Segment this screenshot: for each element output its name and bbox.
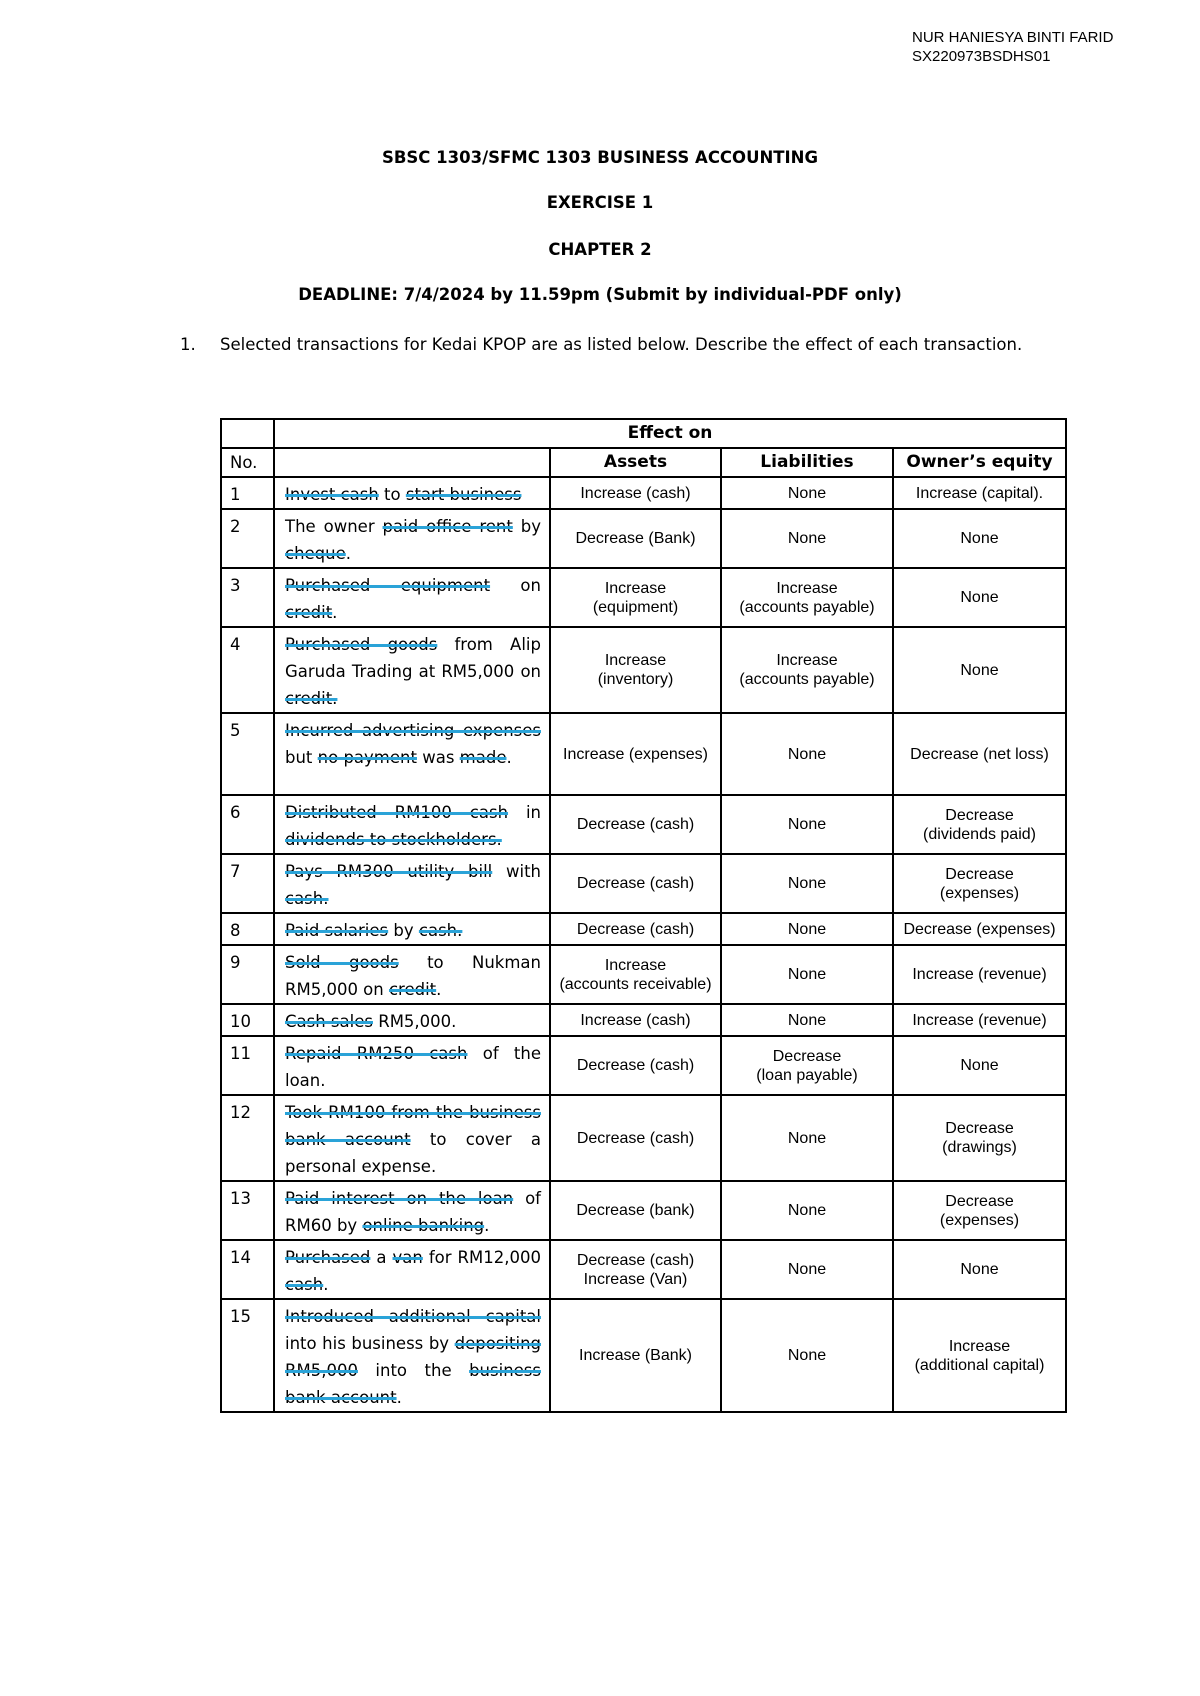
table-row — [221, 913, 1066, 945]
description-text: . — [436, 980, 442, 999]
assets-effect: Decrease (cash) Increase (Van) — [550, 1240, 721, 1299]
liabilities-effect: None — [721, 945, 893, 1004]
struck-text: Cash sales — [285, 1012, 373, 1031]
description-text: . — [396, 1388, 402, 1407]
description-text: . — [323, 1275, 329, 1294]
equity-effect: None — [893, 568, 1066, 627]
struck-text: Incurred advertising expenses — [285, 721, 541, 740]
struck-text: van — [392, 1248, 423, 1267]
struck-text: cash. — [285, 889, 329, 908]
student-id: SX220973BSDHS01 — [912, 48, 1051, 65]
assets-effect: Decrease (cash) — [550, 913, 721, 945]
transaction-description — [274, 1240, 550, 1299]
liabilities-effect: None — [721, 913, 893, 945]
transaction-description — [274, 509, 550, 568]
description-text: with — [492, 862, 541, 881]
table-row — [221, 1299, 1066, 1412]
struck-text: cheque — [285, 544, 346, 563]
row-number: 12 — [221, 1095, 274, 1181]
liabilities-effect: None — [721, 1181, 893, 1240]
assets-effect: Decrease (bank) — [550, 1181, 721, 1240]
struck-text: start business — [405, 485, 522, 504]
equity-effect: Increase (capital). — [893, 477, 1066, 509]
struck-text: paid office rent — [382, 517, 513, 536]
student-info — [912, 28, 1113, 66]
transaction-description — [274, 627, 550, 713]
equity-effect: None — [893, 627, 1066, 713]
description-text: to — [378, 485, 406, 504]
transaction-description — [274, 945, 550, 1004]
transaction-effects-table — [220, 418, 1067, 1413]
description-text: by — [388, 921, 419, 940]
liabilities-effect: None — [721, 713, 893, 795]
liabilities-effect: None — [721, 1240, 893, 1299]
row-number: 2 — [221, 509, 274, 568]
row-number: 10 — [221, 1004, 274, 1036]
struck-text: Repaid RM250 cash — [285, 1044, 468, 1063]
table-row — [221, 945, 1066, 1004]
struck-text: business bank account — [285, 1361, 541, 1407]
equity-effect: None — [893, 509, 1066, 568]
transaction-description — [274, 913, 550, 945]
struck-text: Purchased equipment — [285, 576, 491, 595]
liabilities-effect: None — [721, 1004, 893, 1036]
struck-text: Purchased — [285, 1248, 371, 1267]
equity-effect: None — [893, 1036, 1066, 1095]
assets-effect: Increase (cash) — [550, 1004, 721, 1036]
table-row — [221, 627, 1066, 713]
description-text: to cover a personal expense. — [285, 1130, 542, 1176]
description-text: but — [285, 748, 318, 767]
description-text: was — [416, 748, 460, 767]
struck-text: online banking — [362, 1216, 485, 1235]
question-number: 1. — [180, 335, 196, 354]
liabilities-effect: Increase (accounts payable) — [721, 568, 893, 627]
course-title: SBSC 1303/SFMC 1303 BUSINESS ACCOUNTING — [381, 148, 819, 167]
row-number: 11 — [221, 1036, 274, 1095]
transaction-description — [274, 568, 550, 627]
header-blank-no — [221, 419, 274, 448]
assets-effect: Decrease (cash) — [550, 1036, 721, 1095]
transaction-description — [274, 795, 550, 854]
row-number: 1 — [221, 477, 274, 509]
liabilities-effect: None — [721, 795, 893, 854]
assets-effect: Increase (accounts receivable) — [550, 945, 721, 1004]
row-number: 7 — [221, 854, 274, 913]
liabilities-effect: Increase (accounts payable) — [721, 627, 893, 713]
assets-effect: Increase (expenses) — [550, 713, 721, 795]
header-equity: Owner’s equity — [893, 448, 1066, 477]
struck-text: dividends to stockholders. — [285, 830, 502, 849]
struck-text: no payment — [317, 748, 417, 767]
equity-effect: Decrease (expenses) — [893, 1181, 1066, 1240]
assets-effect: Decrease (cash) — [550, 854, 721, 913]
assets-effect: Decrease (cash) — [550, 795, 721, 854]
struck-text: credit. — [285, 689, 338, 708]
struck-text: Pays RM300 utility bill — [285, 862, 493, 881]
description-text: on — [490, 576, 541, 595]
row-number: 15 — [221, 1299, 274, 1412]
liabilities-effect: None — [721, 477, 893, 509]
transaction-description — [274, 1299, 550, 1412]
question-1 — [180, 330, 1060, 359]
liabilities-effect: None — [721, 509, 893, 568]
equity-effect: Decrease (dividends paid) — [893, 795, 1066, 854]
row-number: 4 — [221, 627, 274, 713]
header-liabilities: Liabilities — [721, 448, 893, 477]
description-text: . — [345, 544, 352, 563]
table-row — [221, 568, 1066, 627]
equity-effect: None — [893, 1240, 1066, 1299]
transaction-description — [274, 854, 550, 913]
table-row — [221, 1240, 1066, 1299]
struck-text: cash. — [418, 921, 463, 940]
liabilities-effect: None — [721, 1299, 893, 1412]
header-effect-on: Effect on — [274, 419, 1066, 448]
table-row — [221, 854, 1066, 913]
struck-text: made — [459, 748, 507, 767]
description-text: RM5,000. — [372, 1012, 457, 1031]
description-text: by — [512, 517, 541, 536]
description-text: from Alip Garuda Trading at RM5,000 on — [285, 635, 541, 681]
description-text: into his business by — [285, 1334, 455, 1353]
table-row — [221, 713, 1066, 795]
assets-effect: Increase (cash) — [550, 477, 721, 509]
equity-effect: Decrease (net loss) — [893, 713, 1066, 795]
transaction-description — [274, 713, 550, 795]
transaction-description — [274, 1095, 550, 1181]
table-row — [221, 1181, 1066, 1240]
table-row — [221, 1095, 1066, 1181]
struck-text: Sold goods — [285, 953, 399, 972]
chapter-title: CHAPTER 2 — [548, 240, 652, 259]
description-text: . — [332, 603, 338, 622]
description-text: a — [370, 1248, 393, 1267]
description-text: for RM12,000 — [422, 1248, 541, 1267]
assets-effect: Increase (inventory) — [550, 627, 721, 713]
assets-effect: Increase (equipment) — [550, 568, 721, 627]
liabilities-effect: None — [721, 854, 893, 913]
description-text: to Nukman RM5,000 on — [285, 953, 541, 999]
student-name: NUR HANIESYA BINTI FARID — [912, 29, 1114, 46]
struck-text: Purchased goods — [285, 635, 438, 654]
transaction-description — [274, 1036, 550, 1095]
header-no: No. — [221, 448, 274, 477]
liabilities-effect: Decrease (loan payable) — [721, 1036, 893, 1095]
row-number: 3 — [221, 568, 274, 627]
assets-effect: Decrease (Bank) — [550, 509, 721, 568]
struck-text: Paid interest on the loan — [285, 1189, 514, 1208]
description-text: The owner — [285, 517, 383, 536]
header-row-top — [221, 419, 1066, 448]
equity-effect: Decrease (drawings) — [893, 1095, 1066, 1181]
description-text: of RM60 by — [285, 1189, 541, 1235]
description-text: . — [506, 748, 512, 767]
transaction-description — [274, 477, 550, 509]
question-text: Selected transactions for Kedai KPOP are as listed below. Describe the effect of each transaction. — [220, 335, 1023, 354]
struck-text: cash — [285, 1275, 324, 1294]
row-number: 5 — [221, 713, 274, 795]
assets-effect: Decrease (cash) — [550, 1095, 721, 1181]
row-number: 13 — [221, 1181, 274, 1240]
description-text: in — [508, 803, 541, 822]
description-text: . — [484, 1216, 490, 1235]
equity-effect: Increase (revenue) — [893, 945, 1066, 1004]
row-number: 8 — [221, 913, 274, 945]
table-row — [221, 1036, 1066, 1095]
struck-text: Paid salaries — [285, 921, 389, 940]
struck-text: Took RM100 from the business bank account — [285, 1103, 541, 1149]
header-blank-desc — [274, 448, 550, 477]
description-text: into the — [357, 1361, 470, 1380]
transaction-description — [274, 1181, 550, 1240]
table-row — [221, 477, 1066, 509]
table-row — [221, 509, 1066, 568]
equity-effect: Decrease (expenses) — [893, 854, 1066, 913]
deadline: DEADLINE: 7/4/2024 by 11.59pm (Submit by individual-PDF only) — [298, 285, 902, 304]
row-number: 6 — [221, 795, 274, 854]
table-row — [221, 1004, 1066, 1036]
struck-text: credit — [388, 980, 437, 999]
table-row — [221, 795, 1066, 854]
liabilities-effect: None — [721, 1095, 893, 1181]
exercise-title: EXERCISE 1 — [546, 193, 654, 212]
struck-text: Invest cash — [285, 485, 379, 504]
equity-effect: Increase (additional capital) — [893, 1299, 1066, 1412]
row-number: 9 — [221, 945, 274, 1004]
assets-effect: Increase (Bank) — [550, 1299, 721, 1412]
struck-text: Introduced additional capital — [285, 1307, 541, 1326]
equity-effect: Decrease (expenses) — [893, 913, 1066, 945]
description-text: of the loan. — [285, 1044, 541, 1090]
row-number: 14 — [221, 1240, 274, 1299]
struck-text: Distributed RM100 cash — [285, 803, 509, 822]
transaction-description — [274, 1004, 550, 1036]
header-row — [221, 448, 1066, 477]
equity-effect: Increase (revenue) — [893, 1004, 1066, 1036]
header-assets: Assets — [550, 448, 721, 477]
struck-text: credit — [285, 603, 333, 622]
struck-text: depositing RM5,000 — [285, 1334, 541, 1380]
